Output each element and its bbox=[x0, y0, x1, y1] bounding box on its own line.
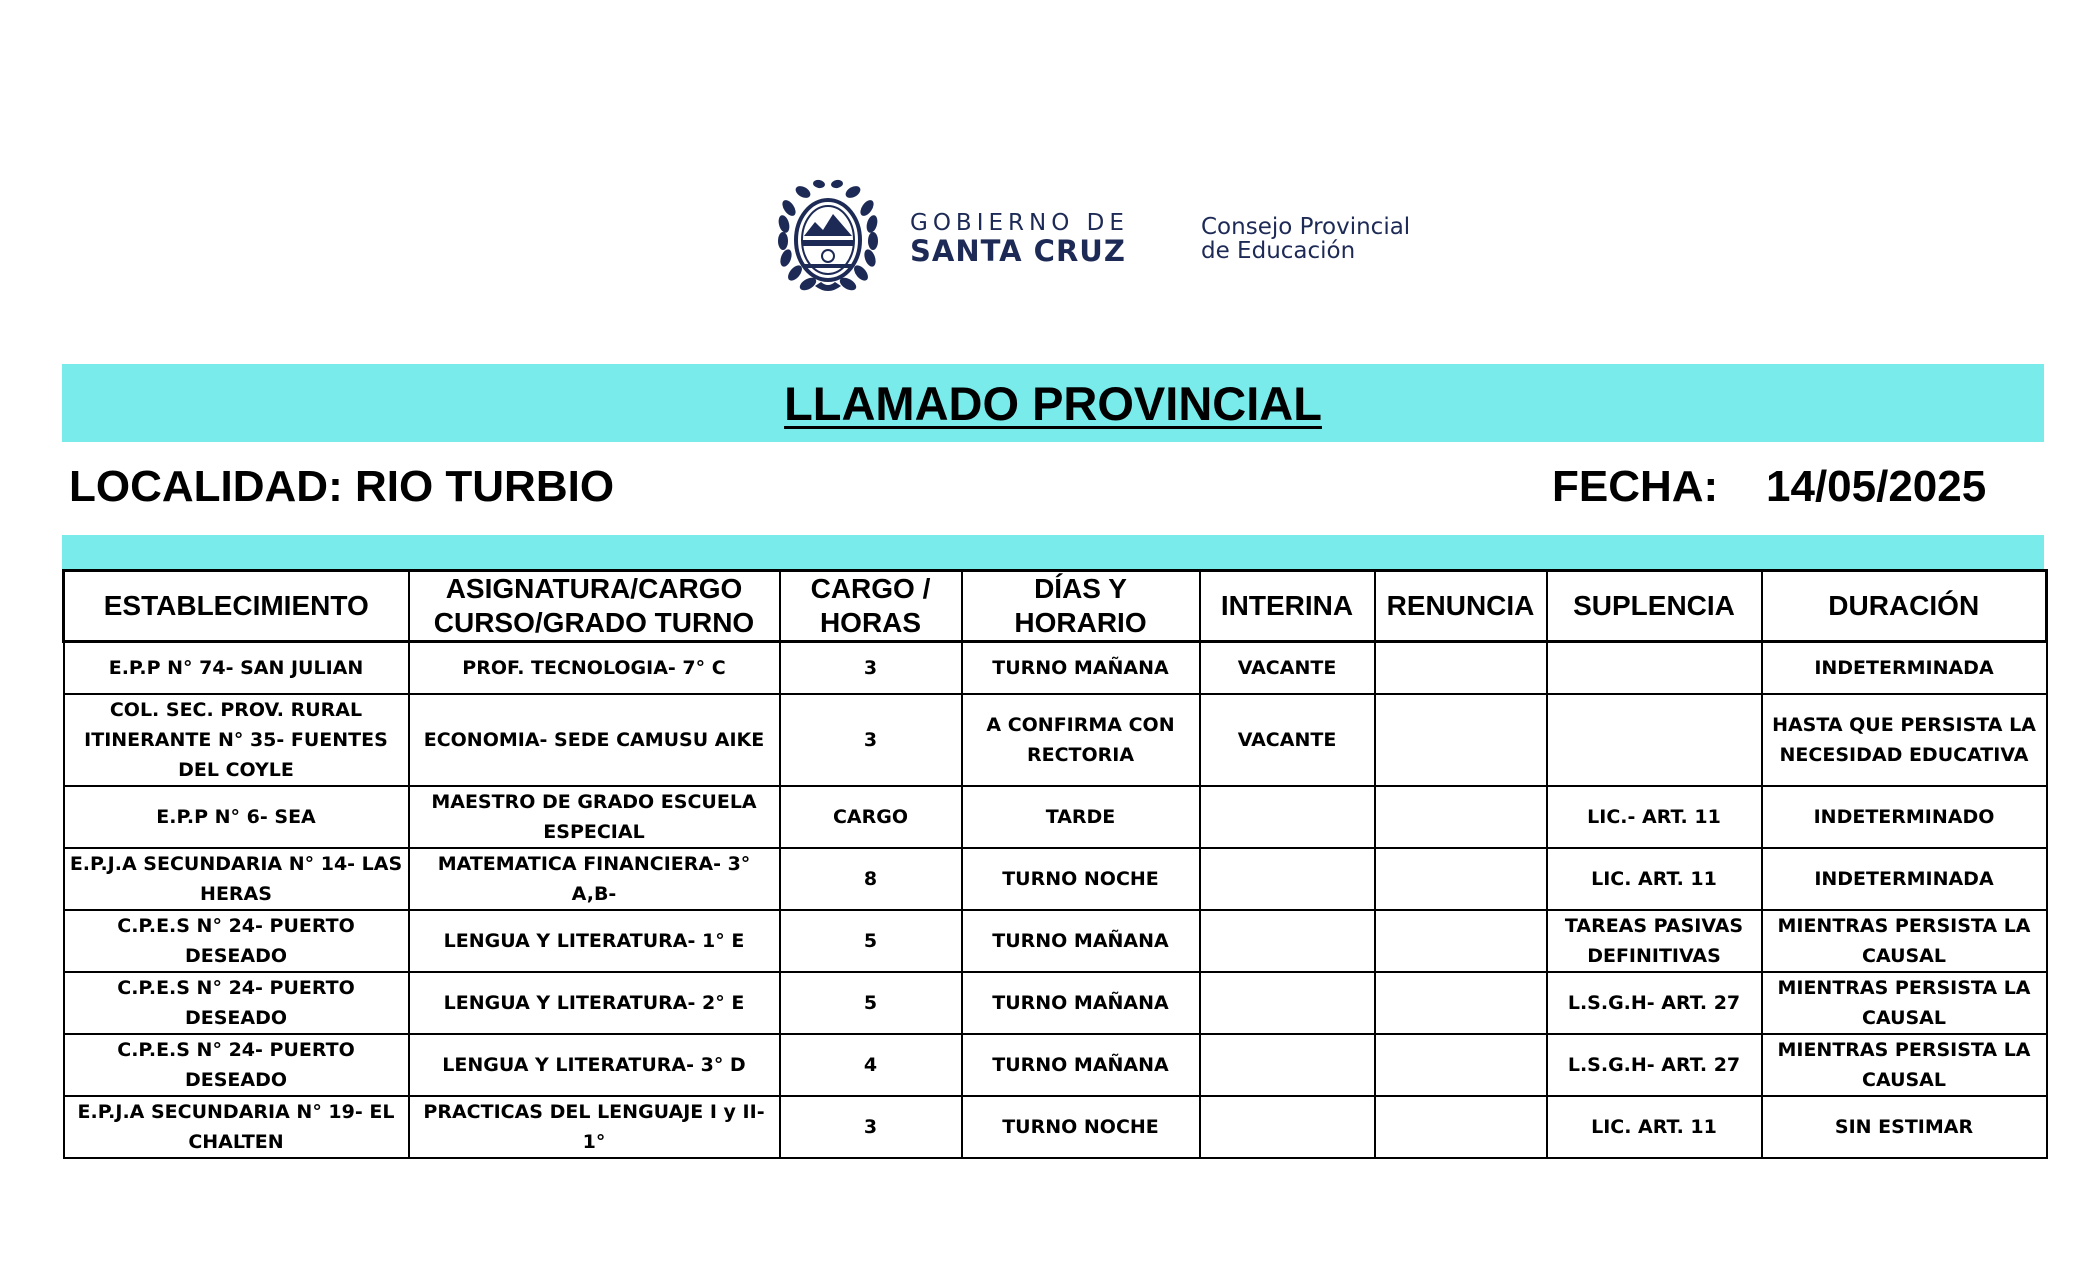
santa-cruz-seal-icon bbox=[775, 178, 881, 296]
cell-suplencia: L.S.G.H- ART. 27 bbox=[1547, 972, 1762, 1034]
cell-asignatura: LENGUA Y LITERATURA- 2° E bbox=[409, 972, 780, 1034]
table-row bbox=[64, 642, 2047, 694]
cell-suplencia: LIC. ART. 11 bbox=[1547, 848, 1762, 910]
cell-establecimiento: COL. SEC. PROV. RURAL ITINERANTE N° 35- FUENTES DEL COYLE bbox=[64, 694, 409, 786]
header-dias-horario: DÍAS Y HORARIO bbox=[962, 571, 1200, 642]
fecha-label: FECHA: bbox=[1552, 462, 1719, 511]
cell-dias-horario: A CONFIRMA CON RECTORIA bbox=[962, 694, 1200, 786]
cell-duracion: MIENTRAS PERSISTA LA CAUSAL bbox=[1762, 910, 2047, 972]
cell-dias-horario: TURNO MAÑANA bbox=[962, 642, 1200, 694]
header-duracion: DURACIÓN bbox=[1762, 571, 2047, 642]
cell-establecimiento: E.P.P N° 74- SAN JULIAN bbox=[64, 642, 409, 694]
cell-establecimiento: E.P.P N° 6- SEA bbox=[64, 786, 409, 848]
cell-duracion: HASTA QUE PERSISTA LA NECESIDAD EDUCATIVA bbox=[1762, 694, 2047, 786]
cell-interina: VACANTE bbox=[1200, 642, 1375, 694]
cell-suplencia: LIC. ART. 11 bbox=[1547, 1096, 1762, 1158]
cell-dias-horario: TURNO MAÑANA bbox=[962, 1034, 1200, 1096]
cell-renuncia bbox=[1375, 848, 1547, 910]
cell-suplencia: LIC.- ART. 11 bbox=[1547, 786, 1762, 848]
cell-duracion: INDETERMINADA bbox=[1762, 642, 2047, 694]
header-logo bbox=[775, 178, 1455, 300]
separator-band bbox=[62, 535, 2044, 569]
gov-line2: SANTA CRUZ bbox=[910, 234, 1126, 268]
cell-renuncia bbox=[1375, 694, 1547, 786]
header-interina: INTERINA bbox=[1200, 571, 1375, 642]
cell-duracion: INDETERMINADA bbox=[1762, 848, 2047, 910]
table-header-row bbox=[64, 571, 2047, 642]
cell-establecimiento: E.P.J.A SECUNDARIA N° 14- LAS HERAS bbox=[64, 848, 409, 910]
cell-duracion: INDETERMINADO bbox=[1762, 786, 2047, 848]
cell-dias-horario: TURNO NOCHE bbox=[962, 848, 1200, 910]
cell-cargo-horas: 5 bbox=[780, 910, 962, 972]
header-suplencia: SUPLENCIA bbox=[1547, 571, 1762, 642]
cell-renuncia bbox=[1375, 1096, 1547, 1158]
cell-establecimiento: C.P.E.S N° 24- PUERTO DESEADO bbox=[64, 910, 409, 972]
cell-dias-horario: TURNO MAÑANA bbox=[962, 972, 1200, 1034]
cell-asignatura: LENGUA Y LITERATURA- 1° E bbox=[409, 910, 780, 972]
table-row bbox=[64, 848, 2047, 910]
cell-dias-horario: TURNO NOCHE bbox=[962, 1096, 1200, 1158]
cell-duracion: SIN ESTIMAR bbox=[1762, 1096, 2047, 1158]
header-renuncia: RENUNCIA bbox=[1375, 571, 1547, 642]
page-title: LLAMADO PROVINCIAL bbox=[784, 376, 1322, 430]
cell-dias-horario: TARDE bbox=[962, 786, 1200, 848]
cell-duracion: MIENTRAS PERSISTA LA CAUSAL bbox=[1762, 972, 2047, 1034]
cell-suplencia: L.S.G.H- ART. 27 bbox=[1547, 1034, 1762, 1096]
cell-interina bbox=[1200, 1034, 1375, 1096]
table-row bbox=[64, 694, 2047, 786]
cell-renuncia bbox=[1375, 972, 1547, 1034]
cell-renuncia bbox=[1375, 910, 1547, 972]
cell-asignatura: ECONOMIA- SEDE CAMUSU AIKE bbox=[409, 694, 780, 786]
council-line1: Consejo Provincial bbox=[1201, 214, 1411, 240]
cell-interina bbox=[1200, 972, 1375, 1034]
cell-cargo-horas: CARGO bbox=[780, 786, 962, 848]
cell-interina bbox=[1200, 1096, 1375, 1158]
council-line2: de Educación bbox=[1201, 238, 1356, 264]
table-row bbox=[64, 910, 2047, 972]
cell-asignatura: MAESTRO DE GRADO ESCUELA ESPECIAL bbox=[409, 786, 780, 848]
cell-suplencia: TAREAS PASIVAS DEFINITIVAS bbox=[1547, 910, 1762, 972]
cell-cargo-horas: 3 bbox=[780, 642, 962, 694]
cell-establecimiento: C.P.E.S N° 24- PUERTO DESEADO bbox=[64, 1034, 409, 1096]
cell-cargo-horas: 3 bbox=[780, 694, 962, 786]
cell-cargo-horas: 8 bbox=[780, 848, 962, 910]
cell-suplencia bbox=[1547, 642, 1762, 694]
header-establecimiento: ESTABLECIMIENTO bbox=[64, 571, 409, 642]
cell-dias-horario: TURNO MAÑANA bbox=[962, 910, 1200, 972]
cell-renuncia bbox=[1375, 786, 1547, 848]
cell-interina bbox=[1200, 910, 1375, 972]
localidad-label: LOCALIDAD: RIO TURBIO bbox=[69, 462, 615, 511]
title-band bbox=[62, 364, 2044, 442]
fecha-value: 14/05/2025 bbox=[1766, 462, 1987, 511]
cell-renuncia bbox=[1375, 1034, 1547, 1096]
cell-asignatura: LENGUA Y LITERATURA- 3° D bbox=[409, 1034, 780, 1096]
cell-renuncia bbox=[1375, 642, 1547, 694]
table-row bbox=[64, 786, 2047, 848]
cell-establecimiento: E.P.J.A SECUNDARIA N° 19- EL CHALTEN bbox=[64, 1096, 409, 1158]
cell-cargo-horas: 4 bbox=[780, 1034, 962, 1096]
cell-interina bbox=[1200, 786, 1375, 848]
vacancies-table bbox=[62, 569, 2048, 1159]
header-asignatura: ASIGNATURA/CARGO CURSO/GRADO TURNO bbox=[409, 571, 780, 642]
cell-cargo-horas: 3 bbox=[780, 1096, 962, 1158]
cell-interina bbox=[1200, 848, 1375, 910]
header-cargo-horas: CARGO / HORAS bbox=[780, 571, 962, 642]
cell-suplencia bbox=[1547, 694, 1762, 786]
table-row bbox=[64, 972, 2047, 1034]
cell-establecimiento: C.P.E.S N° 24- PUERTO DESEADO bbox=[64, 972, 409, 1034]
cell-asignatura: PRACTICAS DEL LENGUAJE I y II- 1° bbox=[409, 1096, 780, 1158]
table-row bbox=[64, 1096, 2047, 1158]
gov-line1: GOBIERNO DE bbox=[910, 210, 1129, 236]
cell-asignatura: MATEMATICA FINANCIERA- 3° A,B- bbox=[409, 848, 780, 910]
cell-cargo-horas: 5 bbox=[780, 972, 962, 1034]
cell-interina: VACANTE bbox=[1200, 694, 1375, 786]
table-row bbox=[64, 1034, 2047, 1096]
cell-asignatura: PROF. TECNOLOGIA- 7° C bbox=[409, 642, 780, 694]
cell-duracion: MIENTRAS PERSISTA LA CAUSAL bbox=[1762, 1034, 2047, 1096]
